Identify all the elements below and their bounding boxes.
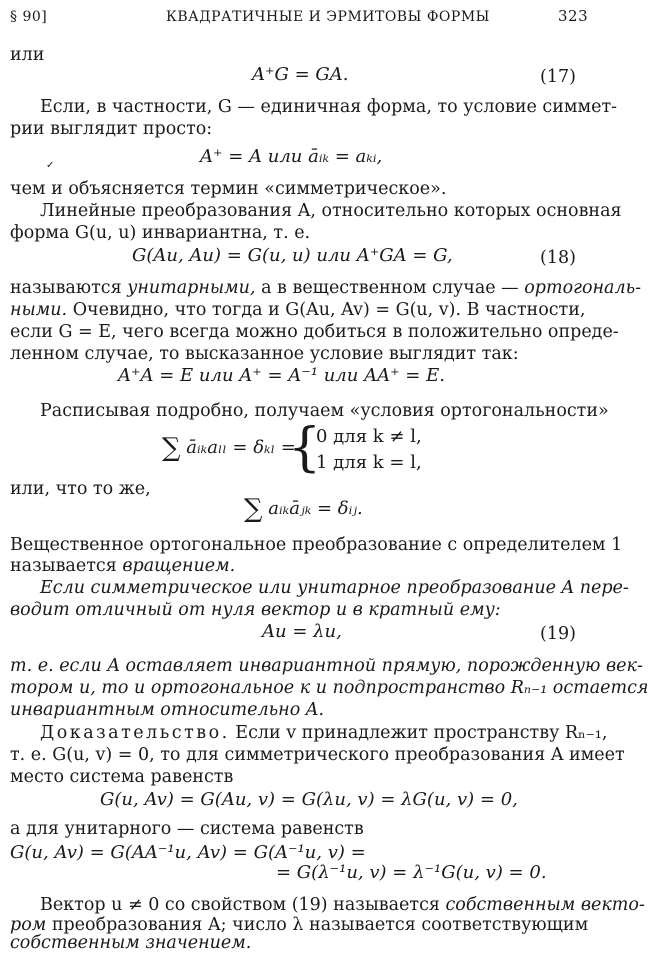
text-line: место система равенств bbox=[10, 767, 234, 787]
text-line: ленном случае, то высказанное условие выглядит так: bbox=[10, 344, 519, 364]
text-line: ром преобразования A; число λ называется соответствующим bbox=[10, 915, 589, 935]
theorem-line: тором u, то и ортогональное к u подпространство Rₙ₋₁ остается bbox=[10, 678, 649, 698]
equation-symmetric: A⁺ = A или āᵢₖ = aₖᵢ, bbox=[200, 146, 383, 167]
header-section: § 90] bbox=[10, 9, 48, 25]
text-line: а для унитарного — система равенств bbox=[10, 819, 364, 839]
text-line: или bbox=[10, 45, 45, 65]
text-line: Вектор u ≠ 0 со свойством (19) называется собственным векто- bbox=[40, 895, 645, 915]
text-line: Расписывая подробно, получаем «условия ортогональности» bbox=[40, 401, 609, 421]
text-line: называются унитарными, а в вещественном случае — ортогональ- bbox=[10, 278, 642, 298]
equation-19: Au = λu, bbox=[262, 621, 342, 642]
theorem-line: Если симметрическое или унитарное преобразование A пере- bbox=[40, 578, 629, 598]
text-line: собственным значением. bbox=[10, 933, 252, 953]
text-line: или, что то же, bbox=[10, 479, 151, 499]
text-line: ными. Очевидно, что тогда и G(Au, Av) = G(u, v). В частности, bbox=[10, 300, 586, 320]
sum-symbol: ∑ bbox=[162, 433, 181, 463]
case-line-2: 1 для k = l, bbox=[316, 452, 422, 473]
text-line: Линейные преобразования A, относительно которых основная bbox=[40, 201, 622, 221]
text-line: рии выглядит просто: bbox=[10, 119, 213, 139]
equation-orthogonality-sum-2: ∑ aᵢₖāⱼₖ = δᵢⱼ. bbox=[244, 494, 363, 524]
equation-proof-unitary-2: = G(λ⁻¹u, v) = λ⁻¹G(u, v) = 0. bbox=[276, 862, 547, 883]
header-title: КВАДРАТИЧНЫЕ И ЭРМИТОВЫ ФОРМЫ bbox=[166, 9, 490, 25]
equation-proof-symmetric: G(u, Av) = G(Au, v) = G(λu, v) = λG(u, v) = 0, bbox=[100, 789, 518, 810]
text-line: Если, в частности, G — единичная форма, то условие симмет- bbox=[40, 97, 618, 117]
equation-proof-unitary-1: G(u, Av) = G(AA⁻¹u, Av) = G(A⁻¹u, v) = bbox=[10, 842, 366, 863]
case-line-1: 0 для k ≠ l, bbox=[316, 426, 422, 447]
header-page-number: 323 bbox=[558, 7, 589, 25]
text-line: чем и объясняется термин «симметрическое». bbox=[10, 179, 447, 199]
theorem-line: инвариантным относительно A. bbox=[10, 700, 325, 720]
equation-17: A⁺G = GA. bbox=[252, 64, 349, 85]
proof-heading: Доказательство. bbox=[40, 723, 230, 743]
sum-symbol: ∑ bbox=[244, 494, 263, 524]
ink-mark: ✓ bbox=[46, 160, 55, 171]
theorem-line: т. е. если A оставляет инвариантной прямую, порожденную век- bbox=[10, 656, 643, 676]
equation-number-17: (17) bbox=[540, 67, 576, 87]
proof-line: Доказательство. Если v принадлежит пространству Rₙ₋₁, bbox=[40, 723, 608, 743]
theorem-line: водит отличный от нуля вектор u в кратный ему: bbox=[10, 600, 501, 620]
equation-orthogonal: A⁺A = E или A⁺ = A⁻¹ или AA⁺ = E. bbox=[118, 365, 445, 386]
text-line: форма G(u, u) инвариантна, т. е. bbox=[10, 223, 311, 243]
text-line: если G = E, чего всегда можно добиться в положительно опреде- bbox=[10, 322, 619, 342]
text-line: Вещественное ортогональное преобразование с определителем 1 bbox=[10, 535, 623, 555]
equation-18: G(Au, Au) = G(u, u) или A⁺GA = G, bbox=[132, 245, 453, 266]
cases-brace: { bbox=[288, 418, 322, 478]
text-line: называется вращением. bbox=[10, 556, 236, 576]
text-line: т. е. G(u, v) = 0, то для симметрического преобразования A имеет bbox=[10, 745, 625, 765]
equation-orthogonality-sum: ∑ āᵢₖaₗₗ = δₖₗ = bbox=[162, 433, 296, 463]
equation-number-19: (19) bbox=[540, 624, 576, 644]
equation-number-18: (18) bbox=[540, 248, 576, 268]
